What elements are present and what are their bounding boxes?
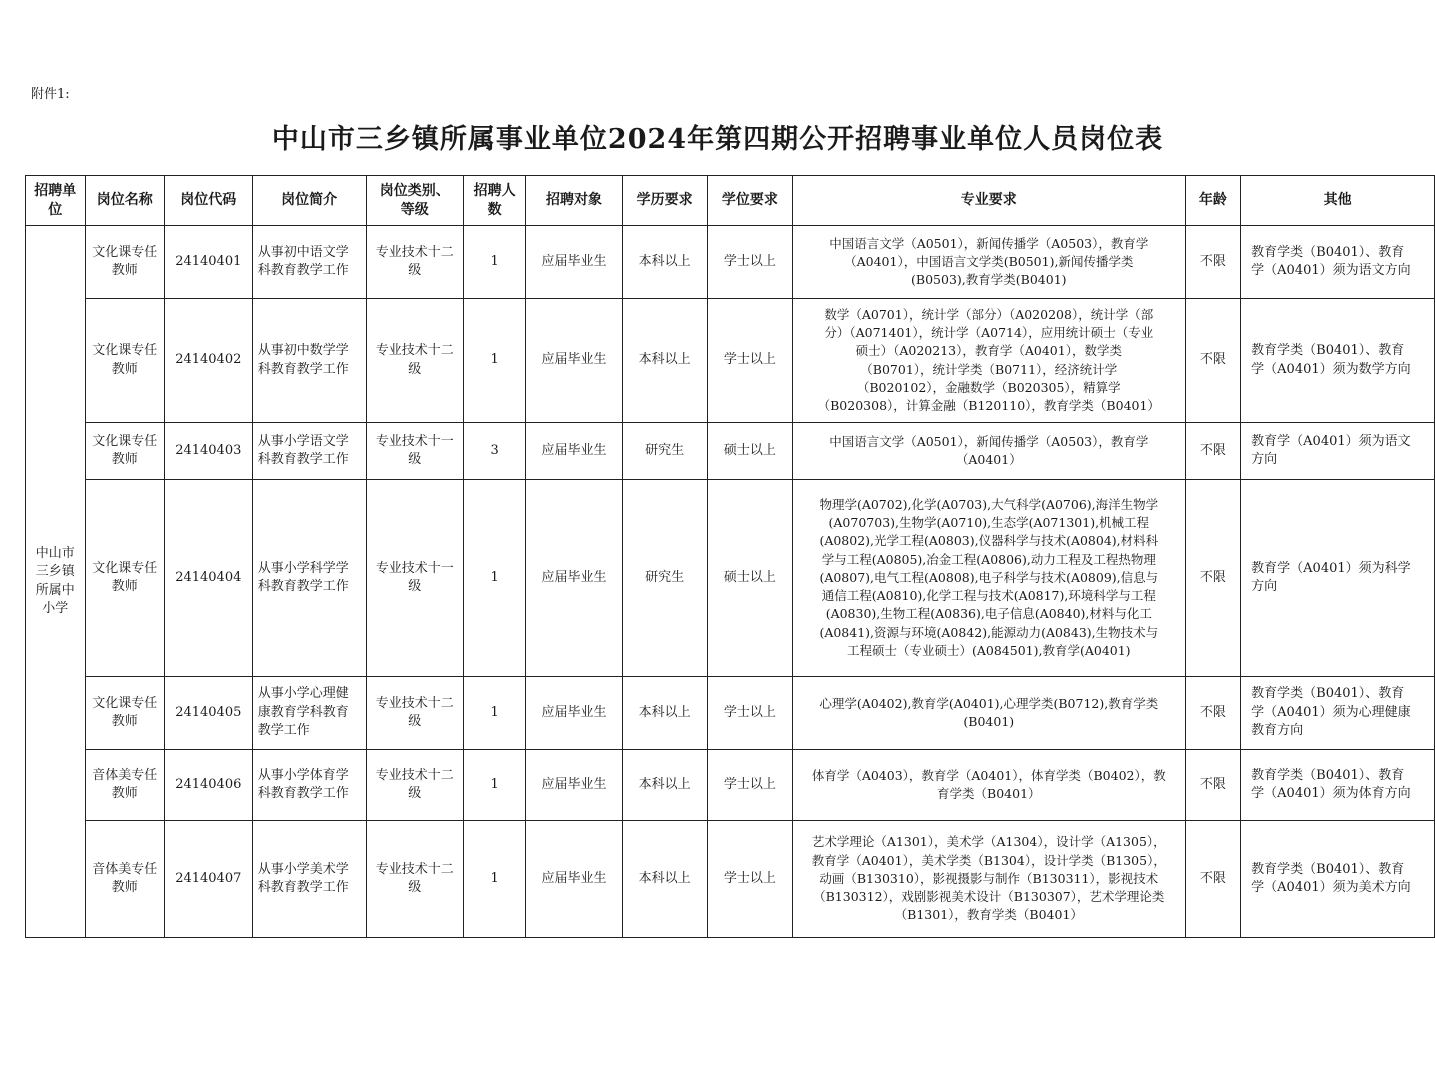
text-line: 教师 [111,714,138,729]
post-code-cell: 24140404 [164,480,252,677]
table-row [26,299,1435,423]
post-name-cell [85,299,164,423]
post-code-cell: 24140405 [164,677,252,750]
text-line: 育学类（B0401） [937,786,1041,801]
text-line: 学（A0401）须为体育方向 [1251,786,1411,801]
post-class-cell [366,480,463,677]
text-line: 岗位类别、 [379,182,450,199]
text-line: 方向 [1251,452,1278,467]
text-line: 专业技术十二 [375,695,454,711]
table-row [26,677,1435,750]
text-line: (A0802),光学工程(A0803),仪器科学与技术(A0804),材料科 [819,533,1159,549]
text-line: 科教育教学工作 [257,786,349,801]
table-row [26,750,1435,821]
post-class-cell [366,423,463,480]
other-cell [1241,299,1435,423]
text-line: 动画（B130310），影视摄影与制作（B130311），影视技术 [819,870,1159,886]
text-line: （B1301），教育学类（B0401） [894,907,1083,923]
post-code-cell: 24140402 [164,299,252,423]
text-line: 文化课专任 [92,244,158,260]
degree-cell: 学士以上 [707,821,792,938]
text-line: 体育学（A0403），教育学（A0401），体育学类（B0402），教 [811,767,1166,783]
post-name-cell [85,821,164,938]
text-line: 从事小学美术学 [257,861,349,877]
major-cell [793,226,1186,299]
text-line: 小学 [42,601,69,616]
headcount-cell: 1 [463,299,526,423]
text-line: 科教育教学工作 [257,579,349,594]
text-line: 专业技术十二 [375,244,454,260]
header-education: 学历要求 [622,176,707,226]
text-line: 级 [408,714,422,729]
header-age: 年龄 [1185,176,1241,226]
text-line: 教育学类（B0401）、教育 [1251,861,1405,877]
text-line: (A0841),资源与环境(A0842),能源动力(A0843),生物技术与 [819,624,1159,640]
text-line: 硕士）（A020213），教育学（A0401），数学类 [855,343,1122,359]
text-line: 所属中 [35,582,75,598]
age-cell: 不限 [1185,226,1241,299]
major-cell [793,821,1186,938]
text-line: 教育学（A0401），美术学类（B1304），设计学类（B1305）， [811,852,1166,868]
text-line: 教育学类（B0401）、教育 [1251,244,1405,260]
text-line: 艺术学理论（A1301），美术学（A1304），设计学（A1305）， [811,834,1166,850]
header-other: 其他 [1241,176,1435,226]
degree-cell: 学士以上 [707,299,792,423]
text-line: （A0401），中国语言文学类(B0501),新闻传播学类 [844,253,1134,269]
table-row [26,423,1435,480]
text-line: 音体美专任 [92,861,158,877]
text-line: (A0830),生物工程(A0836),电子信息(A0840),材料与化工 [825,606,1152,622]
header-target: 招聘对象 [526,176,622,226]
text-line: 等级 [400,201,429,218]
headcount-cell: 1 [463,750,526,821]
attachment-label: 附件1: [31,87,70,102]
major-cell [793,299,1186,423]
text-line: 通信工程(A0810),化学工程与技术(A0817),环境科学与工程 [821,588,1156,604]
text-line: 教师 [111,786,138,801]
post-code-cell: 24140401 [164,226,252,299]
degree-cell: 学士以上 [707,750,792,821]
education-cell: 本科以上 [622,299,707,423]
text-line: 学与工程(A0805),冶金工程(A0806),动力工程及工程热物理 [821,551,1156,567]
text-line: 招聘单 [34,182,77,199]
post-name-cell [85,423,164,480]
header-major: 专业要求 [793,176,1186,226]
education-cell: 研究生 [622,423,707,480]
degree-cell: 硕士以上 [707,423,792,480]
text-line: (B0401) [963,714,1015,729]
text-line: 级 [408,786,422,801]
text-line: 文化课专任 [92,433,158,449]
text-line: 文化课专任 [92,560,158,576]
text-line: 级 [408,361,422,377]
headcount-cell: 1 [463,821,526,938]
text-line: 三乡镇 [35,564,75,579]
text-line: 中国语言文学（A0501），新闻传播学（A0503），教育学 [829,235,1149,251]
post-class-cell [366,750,463,821]
text-line: (A0807),电气工程(A0808),电子科学与技术(A0809),信息与 [819,569,1159,585]
text-line: (A070703),生物学(A0710),生态学(A071301),机械工程 [828,514,1150,530]
target-cell: 应届毕业生 [526,226,622,299]
text-line: （B020308），计算金融（B120110），教育学类（B0401） [817,398,1160,414]
post-name-cell [85,226,164,299]
degree-cell: 学士以上 [707,226,792,299]
text-line: 从事小学语文学 [257,433,349,449]
text-line: 科教育教学工作 [257,452,349,467]
table-header-row [26,176,1435,226]
target-cell: 应届毕业生 [526,480,622,677]
post-code-cell: 24140403 [164,423,252,480]
text-line: 级 [408,263,422,278]
text-line: （B020102），金融数学（B020305），精算学 [856,379,1121,395]
text-line: 从事小学体育学 [257,767,349,783]
text-line: 工程硕士（专业硕士）(A084501),教育学(A0401) [847,643,1131,659]
text-line: 学（A0401）须为语文方向 [1251,263,1411,278]
text-line: 科教育教学工作 [257,361,349,377]
education-cell: 研究生 [622,480,707,677]
text-line: （A0401） [955,452,1022,467]
text-line: 招聘人 [473,182,516,199]
header-headcount [463,176,526,226]
text-line: 教师 [111,263,138,278]
text-line: 教学工作 [257,723,310,739]
text-line: 教育学类（B0401）、教育 [1251,686,1405,702]
text-line: 学（A0401）须为美术方向 [1251,880,1411,895]
post-code-cell: 24140406 [164,750,252,821]
age-cell: 不限 [1185,480,1241,677]
major-cell [793,480,1186,677]
target-cell: 应届毕业生 [526,750,622,821]
post-class-cell [366,821,463,938]
target-cell: 应届毕业生 [526,423,622,480]
target-cell: 应届毕业生 [526,677,622,750]
text-line: 康教育学科教育 [257,704,349,720]
header-unit [26,176,86,226]
text-line: 文化课专任 [92,695,158,711]
recruiting-unit-cell [26,226,86,938]
post-intro-cell [252,677,366,750]
text-line: 专业技术十二 [375,343,454,358]
text-line: 级 [408,579,422,594]
age-cell: 不限 [1185,750,1241,821]
text-line: 教育方向 [1251,723,1304,739]
text-line: 科教育教学工作 [257,880,349,895]
headcount-cell: 1 [463,480,526,677]
text-line: 数学（A0701），统计学（部分）（A020208），统计学（部 [824,306,1154,322]
text-line: 教师 [111,361,138,377]
text-line: 专业技术十二 [375,767,454,783]
post-intro-cell [252,480,366,677]
header-post-code: 岗位代码 [164,176,252,226]
text-line: (B0503),教育学类(B0401) [911,272,1067,288]
post-code-cell: 24140407 [164,821,252,938]
text-line: 从事小学科学学 [257,560,349,576]
text-line: （B0701），统计学类（B0711），经济统计学 [860,361,1118,377]
post-class-cell [366,226,463,299]
headcount-cell: 3 [463,423,526,480]
post-class-cell [366,677,463,750]
age-cell: 不限 [1185,299,1241,423]
text-line: （B130312），戏剧影视美术设计（B130307），艺术学理论类 [813,889,1165,905]
post-intro-cell [252,750,366,821]
text-line: 科教育教学工作 [257,263,349,278]
text-line: 物理学(A0702),化学(A0703),大气科学(A0706),海洋生物学 [819,496,1159,512]
table-row [26,226,1435,299]
other-cell [1241,677,1435,750]
text-line: 专业技术十一 [375,433,454,449]
text-line: 位 [48,201,63,218]
text-line: 学（A0401）须为心理健康 [1251,704,1411,720]
text-line: 分）（A071401），统计学（A0714），应用统计硕士（专业 [824,324,1154,340]
text-line: 数 [487,201,502,218]
degree-cell: 学士以上 [707,677,792,750]
headcount-cell: 1 [463,677,526,750]
text-line: 级 [408,452,422,467]
table-row [26,480,1435,677]
text-line: 教育学类（B0401）、教育 [1251,343,1405,358]
education-cell: 本科以上 [622,821,707,938]
major-cell [793,677,1186,750]
post-class-cell [366,299,463,423]
degree-cell: 硕士以上 [707,480,792,677]
text-line: 教育学（A0401）须为科学 [1251,560,1411,576]
text-line: 从事初中语文学 [257,244,349,260]
post-intro-cell [252,299,366,423]
text-line: 专业技术十二 [375,861,454,877]
post-name-cell [85,480,164,677]
age-cell: 不限 [1185,821,1241,938]
target-cell: 应届毕业生 [526,821,622,938]
major-cell [793,423,1186,480]
header-post-name: 岗位名称 [85,176,164,226]
post-intro-cell [252,821,366,938]
text-line: 学（A0401）须为数学方向 [1251,361,1411,377]
other-cell [1241,226,1435,299]
text-line: 文化课专任 [92,343,158,358]
document-title: 中山市三乡镇所属事业单位2024年第四期公开招聘事业单位人员岗位表 [271,124,1164,155]
text-line: 心理学(A0402),教育学(A0401),心理学类(B0712),教育学类 [819,695,1159,711]
major-cell [793,750,1186,821]
header-post-class [366,176,463,226]
text-line: 从事小学心理健 [257,686,349,702]
post-name-cell [85,677,164,750]
recruitment-table [25,175,1435,938]
text-line: 方向 [1251,579,1278,594]
text-line: 音体美专任 [92,767,158,783]
other-cell [1241,423,1435,480]
age-cell: 不限 [1185,423,1241,480]
post-name-cell [85,750,164,821]
text-line: 教师 [111,880,138,895]
text-line: 专业技术十一 [375,560,454,576]
table-row [26,821,1435,938]
text-line: 中国语言文学（A0501），新闻传播学（A0503），教育学 [829,433,1149,449]
target-cell: 应届毕业生 [526,299,622,423]
text-line: 级 [408,880,422,895]
headcount-cell: 1 [463,226,526,299]
other-cell [1241,821,1435,938]
age-cell: 不限 [1185,677,1241,750]
education-cell: 本科以上 [622,750,707,821]
education-cell: 本科以上 [622,226,707,299]
post-intro-cell [252,226,366,299]
text-line: 教育学类（B0401）、教育 [1251,767,1405,783]
text-line: 中山市 [35,545,75,561]
other-cell [1241,750,1435,821]
education-cell: 本科以上 [622,677,707,750]
post-intro-cell [252,423,366,480]
header-degree: 学位要求 [707,176,792,226]
other-cell [1241,480,1435,677]
text-line: 教育学（A0401）须为语文 [1251,433,1411,449]
text-line: 从事初中数学学 [257,343,349,358]
text-line: 教师 [111,579,138,594]
header-post-intro: 岗位简介 [252,176,366,226]
text-line: 教师 [111,452,138,467]
